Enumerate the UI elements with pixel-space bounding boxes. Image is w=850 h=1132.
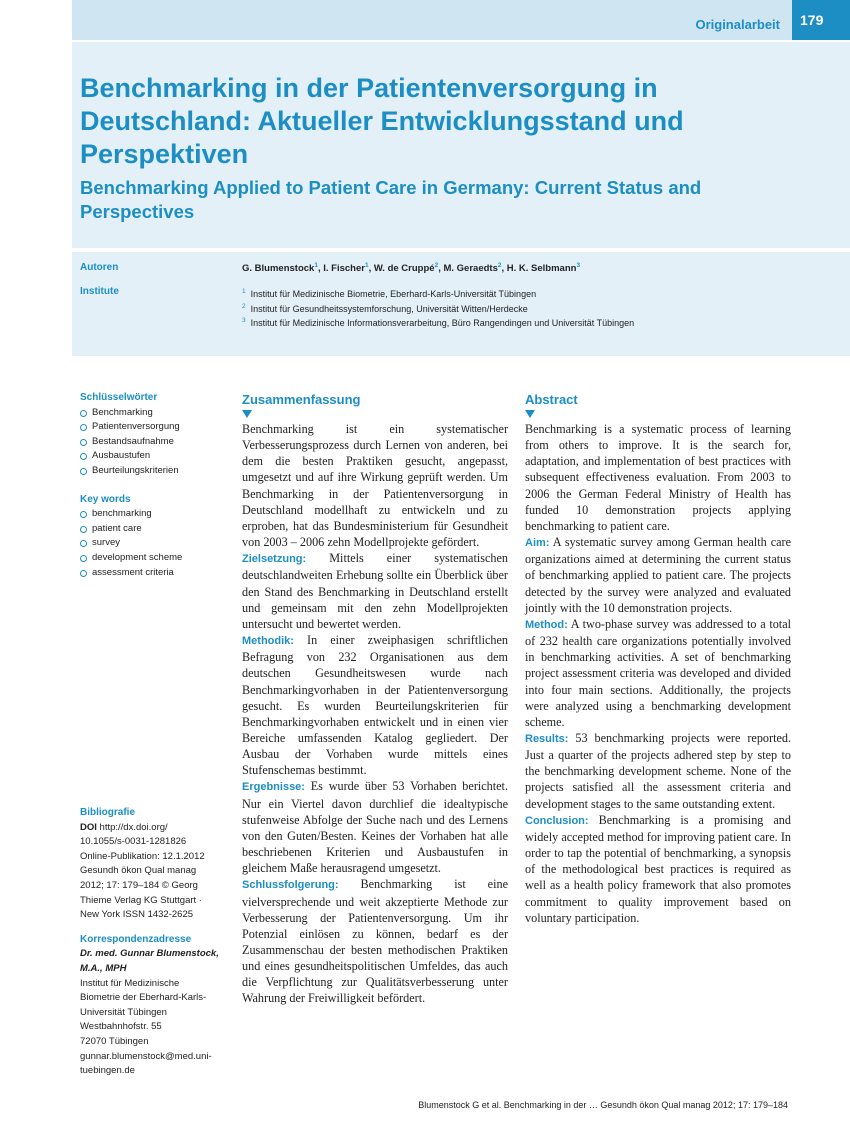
- authors-label: Autoren: [80, 262, 119, 273]
- correspondence-name: M.A., MPH: [80, 962, 127, 974]
- bibliography-line: 2012; 17: 179–184 © Georg: [80, 879, 198, 891]
- paragraph-text: Es wurde über 53 Vorhaben berichtet. Nur ein Viertel davon durchlief die idealtypische stufenweise Abfolge der Suche nach und des Lernens von den Guten/Besten. Keines der Vorhaben hat alle beschriebenen Kriterien und Ausbaustufen in gleichem Maße herausragend umgesetzt.: [242, 779, 508, 876]
- paragraph-label: Ergebnisse:: [242, 781, 305, 794]
- author-name: M. Geraedts: [443, 263, 498, 275]
- abstract-paragraph: [525, 421, 791, 534]
- doi-label: DOI: [80, 821, 97, 833]
- abstract-english-heading: Abstract: [525, 392, 578, 407]
- abstract-english: [525, 391, 791, 926]
- author-affiliation: 3: [576, 262, 581, 269]
- doi-value: http://dx.doi.org/: [96, 821, 168, 833]
- keywords-de-list: [80, 406, 228, 479]
- correspondence-line: Institut für Medizinische: [80, 977, 180, 989]
- institute-list: [242, 286, 802, 330]
- keyword-item: Ausbaustufen: [80, 449, 228, 464]
- author-name: H. K. Selbmann: [506, 263, 577, 275]
- abstract-paragraph: [242, 550, 508, 632]
- keyword-item: development scheme: [80, 551, 228, 566]
- title-german: Benchmarking in der Patientenversorgung in Deutschland: Aktueller Entwicklungsstand und Perspektiven: [80, 73, 684, 169]
- keywords-block: [80, 391, 228, 580]
- paragraph-label: Methodik:: [242, 635, 294, 648]
- abstract-paragraph: [242, 421, 508, 550]
- paragraph-label: Method:: [525, 618, 568, 631]
- abstract-paragraph: [242, 632, 508, 778]
- correspondence-line: Biometrie der Eberhard-Karls-: [80, 992, 207, 1004]
- author-affiliation: 2: [497, 262, 502, 269]
- author-separator: ,: [317, 263, 324, 275]
- header-band: [72, 0, 850, 40]
- institute-number: 3: [242, 317, 246, 325]
- keyword-item: benchmarking: [80, 507, 228, 522]
- author-separator: ,: [438, 263, 444, 275]
- bibliography-line: [80, 821, 228, 836]
- paragraph-text: Benchmarking ist ein systematischer Verbesserungsprozess durch Lernen von anderen, bei dem die besten Praktiken gesucht, angepasst, umgesetzt und auf ihre Wirkung geprüft werden. Um Benchmarking in der Patientenversorgung in Deutschland modellhaft zu entwickeln und zu erproben, hat das Bundesministerium für Gesundheit von 2003 – 2006 zehn Modellprojekte gefördert.: [242, 422, 508, 550]
- keywords-en-heading: Key words: [80, 493, 131, 505]
- paragraph-label: Zielsetzung:: [242, 553, 307, 566]
- author-affiliation: 1: [364, 262, 369, 269]
- institute-item: [242, 315, 802, 330]
- institute-text: Institut für Gesundheitssystemforschung, Universität Witten/Herdecke: [250, 303, 528, 314]
- bibliography-line: Online-Publikation: 12.1.2012: [80, 850, 205, 862]
- correspondence-line: 72070 Tübingen: [80, 1035, 149, 1047]
- paragraph-text: A two-phase survey was addressed to a total of 232 health care organizations potentially involved in benchmarking activities. A set of benchmarking project assessment criteria was developed and divided into four main sections. Additionally, the projects were analyzed using a benchmarking development scheme.: [525, 616, 791, 729]
- abstract-paragraph: [525, 730, 791, 812]
- correspondence-lines: [80, 947, 228, 1078]
- paragraph-text: 53 benchmarking projects were reported. Just a quarter of the projects adhered step by step to the benchmarking development scheme. None of the projects satisfied all the assessment criteria and development stages to the same outstanding extent.: [525, 730, 792, 811]
- keyword-item: survey: [80, 536, 228, 551]
- keyword-item: assessment criteria: [80, 566, 228, 581]
- section-label: Originalarbeit: [695, 17, 780, 32]
- institute-number: 1: [242, 288, 246, 295]
- bibliography-heading: Bibliografie: [80, 807, 136, 818]
- paragraph-text: Benchmarking is a systematic process of learning from others to improve. It is the search for, adaptation, and implementation of best practices with subsequent effectiveness evaluation. From 2003 to 2006 the German Federal Ministry of Health has funded 10 demonstration projects applying benchmarking to patient care.: [525, 422, 791, 533]
- triangle-marker-icon: [242, 410, 252, 418]
- paragraph-text: In einer zweiphasigen schriftlichen Befragung von 232 Organisationen aus dem deutschen Gesundheitswesen wurde nach Benchmarkingvorhaben in der Patientenversorgung gesucht. Es wurden Beurteilungskriterien für Benchmarkingvorhaben entwickelt und in einen vier Bereiche umfassenden Katalog gegliedert. Der Ausbau der Vorhaben wurde mittels eines Stufenschemas bestimmt.: [242, 633, 508, 778]
- institute-item: [242, 286, 802, 301]
- paragraph-text: Benchmarking ist eine vielversprechende und weit akzeptierte Methode zur Verbesserung der Patientenversorgung. Um ihr Potenzial einlösen zu können, bedarf es der Zusammenschau der besten methodischen Praktiken und eines gesundheitspolitischen Umfeldes, das auch die Verpflichtung zur Qualitätsverbesserung unter Wahrung der Freiwilligkeit befördert.: [242, 877, 508, 1006]
- author-separator: ,: [368, 263, 374, 275]
- author-affiliation: 2: [434, 262, 439, 269]
- bibliography-lines: [80, 821, 228, 923]
- abstract-paragraph: [525, 812, 791, 926]
- institute-number: 2: [242, 302, 246, 310]
- paragraph-label: Schlussfolgerung:: [242, 879, 339, 892]
- keyword-item: patient care: [80, 522, 228, 537]
- institute-item: [242, 301, 802, 316]
- keyword-item: Patientenversorgung: [80, 420, 228, 435]
- paragraph-label: Conclusion:: [525, 814, 589, 827]
- title-english: Benchmarking Applied to Patient Care in Germany: Current Status and Perspectives: [80, 177, 702, 222]
- correspondence-line: Westbahnhofstr. 55: [80, 1021, 162, 1033]
- author-list: [242, 262, 580, 274]
- paragraph-text: Mittels einer systematischen deutschlandweiten Erhebung sollte ein Überblick über den Stand des Benchmarking in Deutschland erstellt und gemeinsam mit den zehn Modellprojekten untersucht und bewertet werden.: [242, 551, 508, 631]
- abstract-paragraph: [525, 534, 791, 616]
- keywords-en-list: [80, 507, 228, 580]
- keywords-de-heading: Schlüsselwörter: [80, 392, 158, 403]
- correspondence-heading: Korrespondenzadresse: [80, 933, 192, 945]
- author-name: W. de Cruppé: [373, 263, 435, 275]
- author-affiliation: 1: [314, 262, 318, 269]
- paragraph-label: Aim:: [525, 537, 550, 550]
- author-name: I. Fischer: [323, 263, 365, 275]
- correspondence-line: tuebingen.de: [80, 1065, 135, 1077]
- keyword-item: Bestandsaufnahme: [80, 435, 228, 450]
- abstract-paragraph: [525, 616, 791, 730]
- correspondence-name: Dr. med. Gunnar Blumenstock,: [80, 948, 219, 960]
- institute-text: Institut für Medizinische Informationsverarbeitung, Büro Rangendingen und Universität Tübingen: [250, 318, 635, 329]
- correspondence-line: Universität Tübingen: [80, 1006, 167, 1018]
- paragraph-text: Benchmarking is a promising and widely accepted method for improving patient care. In order to tap the potential of benchmarking, a synopsis of the methodological best practices is required as well as a health policy framework that also promotes commitment to quality improvement based on voluntary participation.: [525, 812, 791, 925]
- paragraph-text: A systematic survey among German health care organizations aimed at determining the current status of benchmarking applied to patient care. The projects detected by the survey were analyzed and evaluated jointly with the 10 demonstration projects.: [525, 535, 791, 615]
- keyword-item: Beurteilungskriterien: [80, 464, 228, 479]
- paragraph-label: Results:: [525, 732, 569, 745]
- abstract-paragraph: [242, 778, 508, 876]
- bibliography-block: [80, 806, 228, 1079]
- author-separator: ,: [501, 263, 507, 275]
- bibliography-line: New York ISSN 1432-2625: [80, 909, 194, 921]
- keyword-item: Benchmarking: [80, 406, 228, 421]
- abstract-paragraph: [242, 876, 508, 1006]
- correspondence-line: gunnar.blumenstock@med.uni-: [80, 1050, 212, 1062]
- abstract-german-heading: Zusammenfassung: [242, 392, 361, 407]
- triangle-marker-icon: [525, 410, 535, 418]
- bibliography-line: Gesundh ökon Qual manag: [80, 865, 197, 877]
- page-number: 179: [792, 0, 850, 40]
- footer-citation: Blumenstock G et al. Benchmarking in der … Gesundh ökon Qual manag 2012; 17: 179–184: [418, 1100, 788, 1110]
- bibliography-line: 10.1055/s-0031-1281826: [80, 836, 187, 848]
- institute-text: Institut für Medizinische Biometrie, Eberhard-Karls-Universität Tübingen: [250, 289, 537, 299]
- bibliography-line: Thieme Verlag KG Stuttgart ·: [80, 894, 202, 906]
- author-name: G. Blumenstock: [242, 263, 315, 275]
- abstract-german: [242, 391, 508, 1007]
- institutes-label: Institute: [80, 286, 119, 297]
